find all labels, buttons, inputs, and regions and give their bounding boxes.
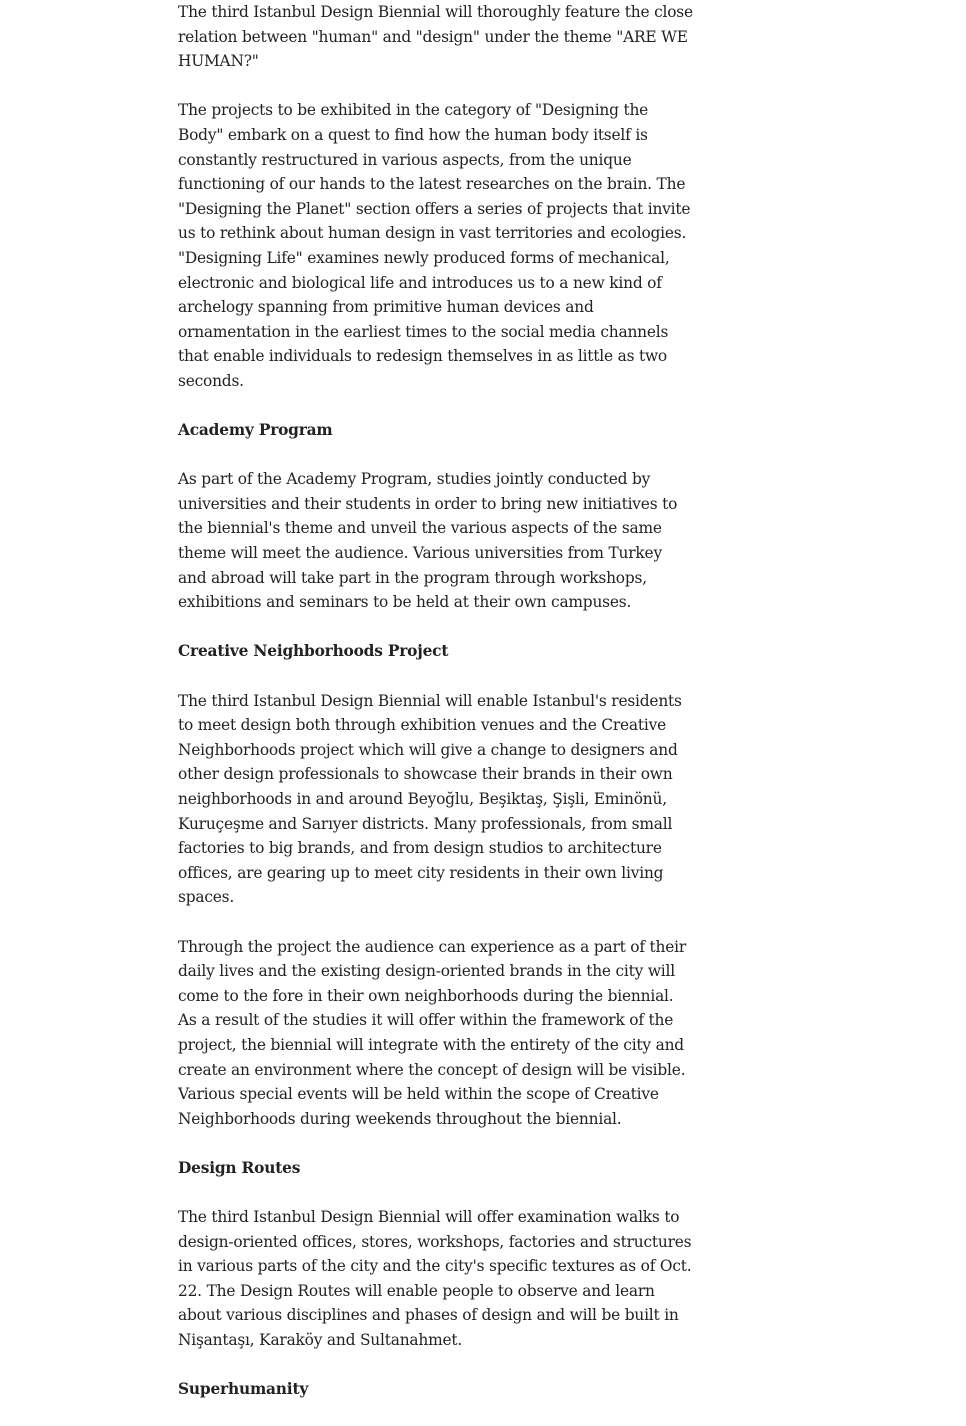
academy-program-paragraph: As part of the Academy Program, studies jointly conducted by universities and their students in order to bring new initiatives to the biennial's theme and unveil the various aspects of the same theme will meet the audience. Various universities from Turkey and abroad will take part in the program through workshops, exhibitions and seminars to be held at their own campuses.	[178, 470, 678, 612]
academy-program-heading: Academy Program	[178, 421, 333, 440]
design-routes-heading: Design Routes	[178, 1158, 301, 1177]
projects-paragraph: The projects to be exhibited in the category of "Designing the Body" embark on a quest to find how the human body itself is constantly restructured in various aspects, from the unique functioning of our hands to the latest researches on the brain. The "Designing the Planet" section offers a series of projects that invite us to rethink about human design in vast territories and ecologies. "Designing Life" examines newly produced forms of mechanical, electronic and biological life and introduces us to a new kind of archelogy spanning from primitive human devices and ornamentation in the earliest times to the social media channels that enable individuals to redesign themselves in as little as two seconds.	[178, 101, 691, 390]
design-routes-paragraph: The third Istanbul Design Biennial will offer examination walks to design-oriented offices, stores, workshops, factories and structures in various parts of the city and the city's specific textures as of Oct. 22. The Design Routes will enable people to observe and learn about various disciplines and phases of design and will be built in Nişantaşı, Karaköy and Sultanahmet.	[178, 1208, 692, 1350]
intro-paragraph: The third Istanbul Design Biennial will thoroughly feature the close relation between "human" and "design" under the theme "ARE WE HUMAN?"	[178, 3, 693, 71]
creative-neighborhoods-heading: Creative Neighborhoods Project	[178, 642, 449, 661]
article-body	[178, 0, 693, 1426]
creative-neighborhoods-paragraph-1: The third Istanbul Design Biennial will enable Istanbul's residents to meet design both through exhibition venues and the Creative Neighborhoods project which will give a change to designers and other design professionals to showcase their brands in their own neighborhoods in and around Beyoğlu, Beşiktaş, Şişli, Eminönü, Kuruçeşme and Sarıyer districts. Many professionals, from small factories to big brands, and from design studios to architecture offices, are gearing up to meet city residents in their own living spaces.	[178, 691, 682, 907]
creative-neighborhoods-paragraph-2: Through the project the audience can experience as a part of their daily lives and the existing design-oriented brands in the city will come to the fore in their own neighborhoods during the biennial. As a result of the studies it will offer within the framework of the project, the biennial will integrate with the entirety of the city and create an environment where the concept of design will be visible. Various special events will be held within the scope of Creative Neighborhoods during weekends throughout the biennial.	[178, 937, 687, 1128]
superhumanity-heading: Superhumanity	[178, 1380, 309, 1399]
